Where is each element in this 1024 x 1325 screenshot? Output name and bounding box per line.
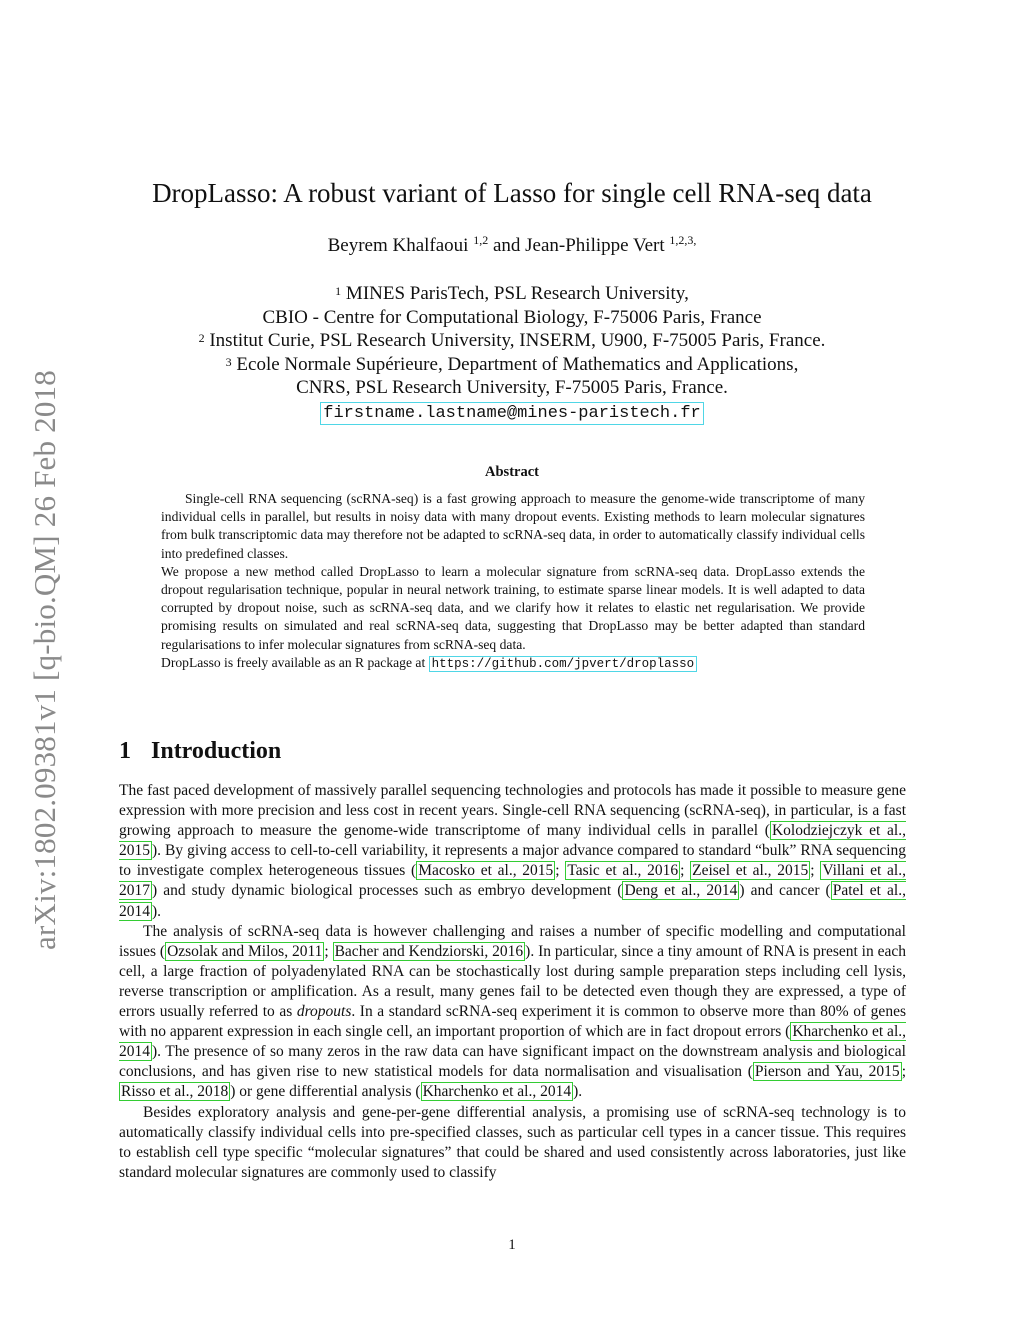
email-link[interactable]: firstname.lastname@mines-paristech.fr xyxy=(320,402,703,425)
abstract-paragraph: We propose a new method called DropLasso to learn a molecular signature from scRNA-seq data. DropLasso extends the dropout regularisation technique, popular in neural network training, to estimate sparse linear models. It is well adapted to data corrupted by dropout noise, such as scRNA-seq data, and we clarify how it relates to elastic net regularisation. We provide promising results on simulated and real scRNA-seq data, suggesting that DropLasso may be better adapted than standard regularisations to infer molecular signatures from scRNA-seq data. xyxy=(161,563,865,652)
github-link[interactable]: https://github.com/jpvert/droplasso xyxy=(429,656,698,672)
citation-link[interactable]: Kharchenko et al., 2014 xyxy=(119,1023,906,1061)
author-name: Beyrem Khalfaoui xyxy=(327,235,469,256)
citation-link[interactable]: Risso et al., 2018 xyxy=(121,1083,229,1101)
paper-title: DropLasso: A robust variant of Lasso for single cell RNA-seq data xyxy=(152,178,872,208)
section-title: Introduction xyxy=(151,738,282,764)
affiliation-line: CNRS, PSL Research University, F-75005 Paris, France. xyxy=(296,377,728,398)
citation-link[interactable]: Pierson and Yau, 2015 xyxy=(754,1063,900,1081)
affiliation-line: $^1$ MINES ParisTech, PSL Research University, xyxy=(335,283,689,304)
page-number: 1 xyxy=(508,1237,516,1253)
citation-link[interactable]: Ozsolak and Milos, 2011 xyxy=(167,942,323,960)
author-list xyxy=(0,235,1024,257)
citation-link[interactable]: Macosko et al., 2015 xyxy=(418,862,554,880)
intro-paragraph: The analysis of scRNA-seq data is however challenging and raises a number of specific modelling and computational issues ( Ozsolak and Milos, 2011 ; Bacher and Kendziorski, 2016 ). In particular, since a tiny amount of RNA is present in each cell, a large fraction of polyadenylated RNA can be stochastically lost during sample preparation steps including cell lysis, reverse transcription or amplification. As a result, many genes fail to be detected even though they are expressed, a type of errors usually referred to as dropouts. In a standard scRNA-seq experiment it is common to observe more than 80% of genes with no apparent expression in each single cell, an important proportion of which are in fact dropout errors ( Kharchenko et al., 2014 ). The presence of so many zeros in the raw data can have significant impact on the downstream analysis and biological conclusions, and has given rise to new statistical models for data normalisation and visualisation ( Pierson and Yau, 2015 ; Risso et al., 2018 ) or gene differential analysis ( Kharchenko et al., 2014 ). xyxy=(119,922,907,1101)
citation-link[interactable]: Tasic et al., 2016 xyxy=(567,862,679,880)
intro-body xyxy=(119,781,906,1183)
arxiv-identifier xyxy=(20,340,70,980)
affiliation-line: CBIO - Centre for Computational Biology, F-75006 Paris, France xyxy=(262,306,762,328)
author-name: Jean-Philippe Vert xyxy=(525,235,665,256)
intro-paragraph: Besides exploratory analysis and gene-per-gene differential analysis, a promising use of scRNA-seq technology is to automatically classify individual cells into pre-specified classes, such as particular cell types in a cancer tissue. This requires to establish cell type specific “molecular signatures” that could be shared and used consistently across laboratories, just like standard molecular signatures are commonly used to classify xyxy=(119,1103,906,1181)
citation-link[interactable]: Zeisel et al., 2015 xyxy=(692,862,809,880)
arxiv-id-text: arXiv:1802.09381v1 [q-bio.QM] 26 Feb 2018 xyxy=(27,370,62,950)
affiliation-line: $^2$ Institut Curie, PSL Research University, INSERM, U900, F-75005 Paris, France. xyxy=(198,330,826,351)
abstract-body xyxy=(161,490,865,673)
section-number: 1 xyxy=(119,738,131,764)
affiliations xyxy=(0,282,1024,425)
emphasis: dropouts xyxy=(296,1003,352,1021)
affiliation-line: $^3$ Ecole Normale Supérieure, Department of Mathematics and Applications, xyxy=(225,353,799,375)
author-conjunction: and xyxy=(492,235,521,256)
citation-link[interactable]: Kolodziejczyk et al., 2015 xyxy=(119,822,906,860)
author-affil-marks: 1,2 xyxy=(473,233,489,247)
citation-link[interactable]: Kharchenko et al., 2014 xyxy=(422,1083,572,1101)
citation-link[interactable]: Patel et al., 2014 xyxy=(119,882,906,920)
citation-link[interactable]: Villani et al., 2017 xyxy=(119,862,906,900)
abstract-heading: Abstract xyxy=(485,464,539,480)
section-heading xyxy=(119,738,281,765)
citation-link[interactable]: Bacher and Kendziorski, 2016 xyxy=(334,942,524,960)
abstract-paragraph: DropLasso is freely available as an R package at https://github.com/jpvert/droplasso xyxy=(161,654,865,673)
citation-link[interactable]: Deng et al., 2014 xyxy=(624,882,738,900)
abstract-paragraph: Single-cell RNA sequencing (scRNA-seq) is a fast growing approach to measure the genome-wide transcriptome of many individual cells in parallel, but results in noisy data with many dropout events. Existing methods to learn molecular signatures from bulk transcriptomic data may therefore not be adapted to scRNA-seq data, in order to automatically classify individual cells into predefined classes. xyxy=(161,491,865,561)
intro-paragraph: The fast paced development of massively parallel sequencing technologies and protocols has made it possible to measure gene expression with more precision and less cost in recent years. Single-cell RNA sequencing (scRNA-seq), in particular, is a fast growing approach to measure the genome-wide transcriptome of many individual cells in parallel ( Kolodziejczyk et al., 2015 ). By giving access to cell-to-cell variability, it represents a major advance compared to standard “bulk” RNA sequencing to investigate complex heterogeneous tissues ( Macosko et al., 2015 ; Tasic et al., 2016 ; Zeisel et al., 2015 ; Villani et al., 2017 ) and study dynamic biological processes such as embryo development ( Deng et al., 2014 ) and cancer ( Patel et al., 2014 ). xyxy=(119,782,906,920)
author-affil-marks: 1,2,3, xyxy=(669,233,697,247)
